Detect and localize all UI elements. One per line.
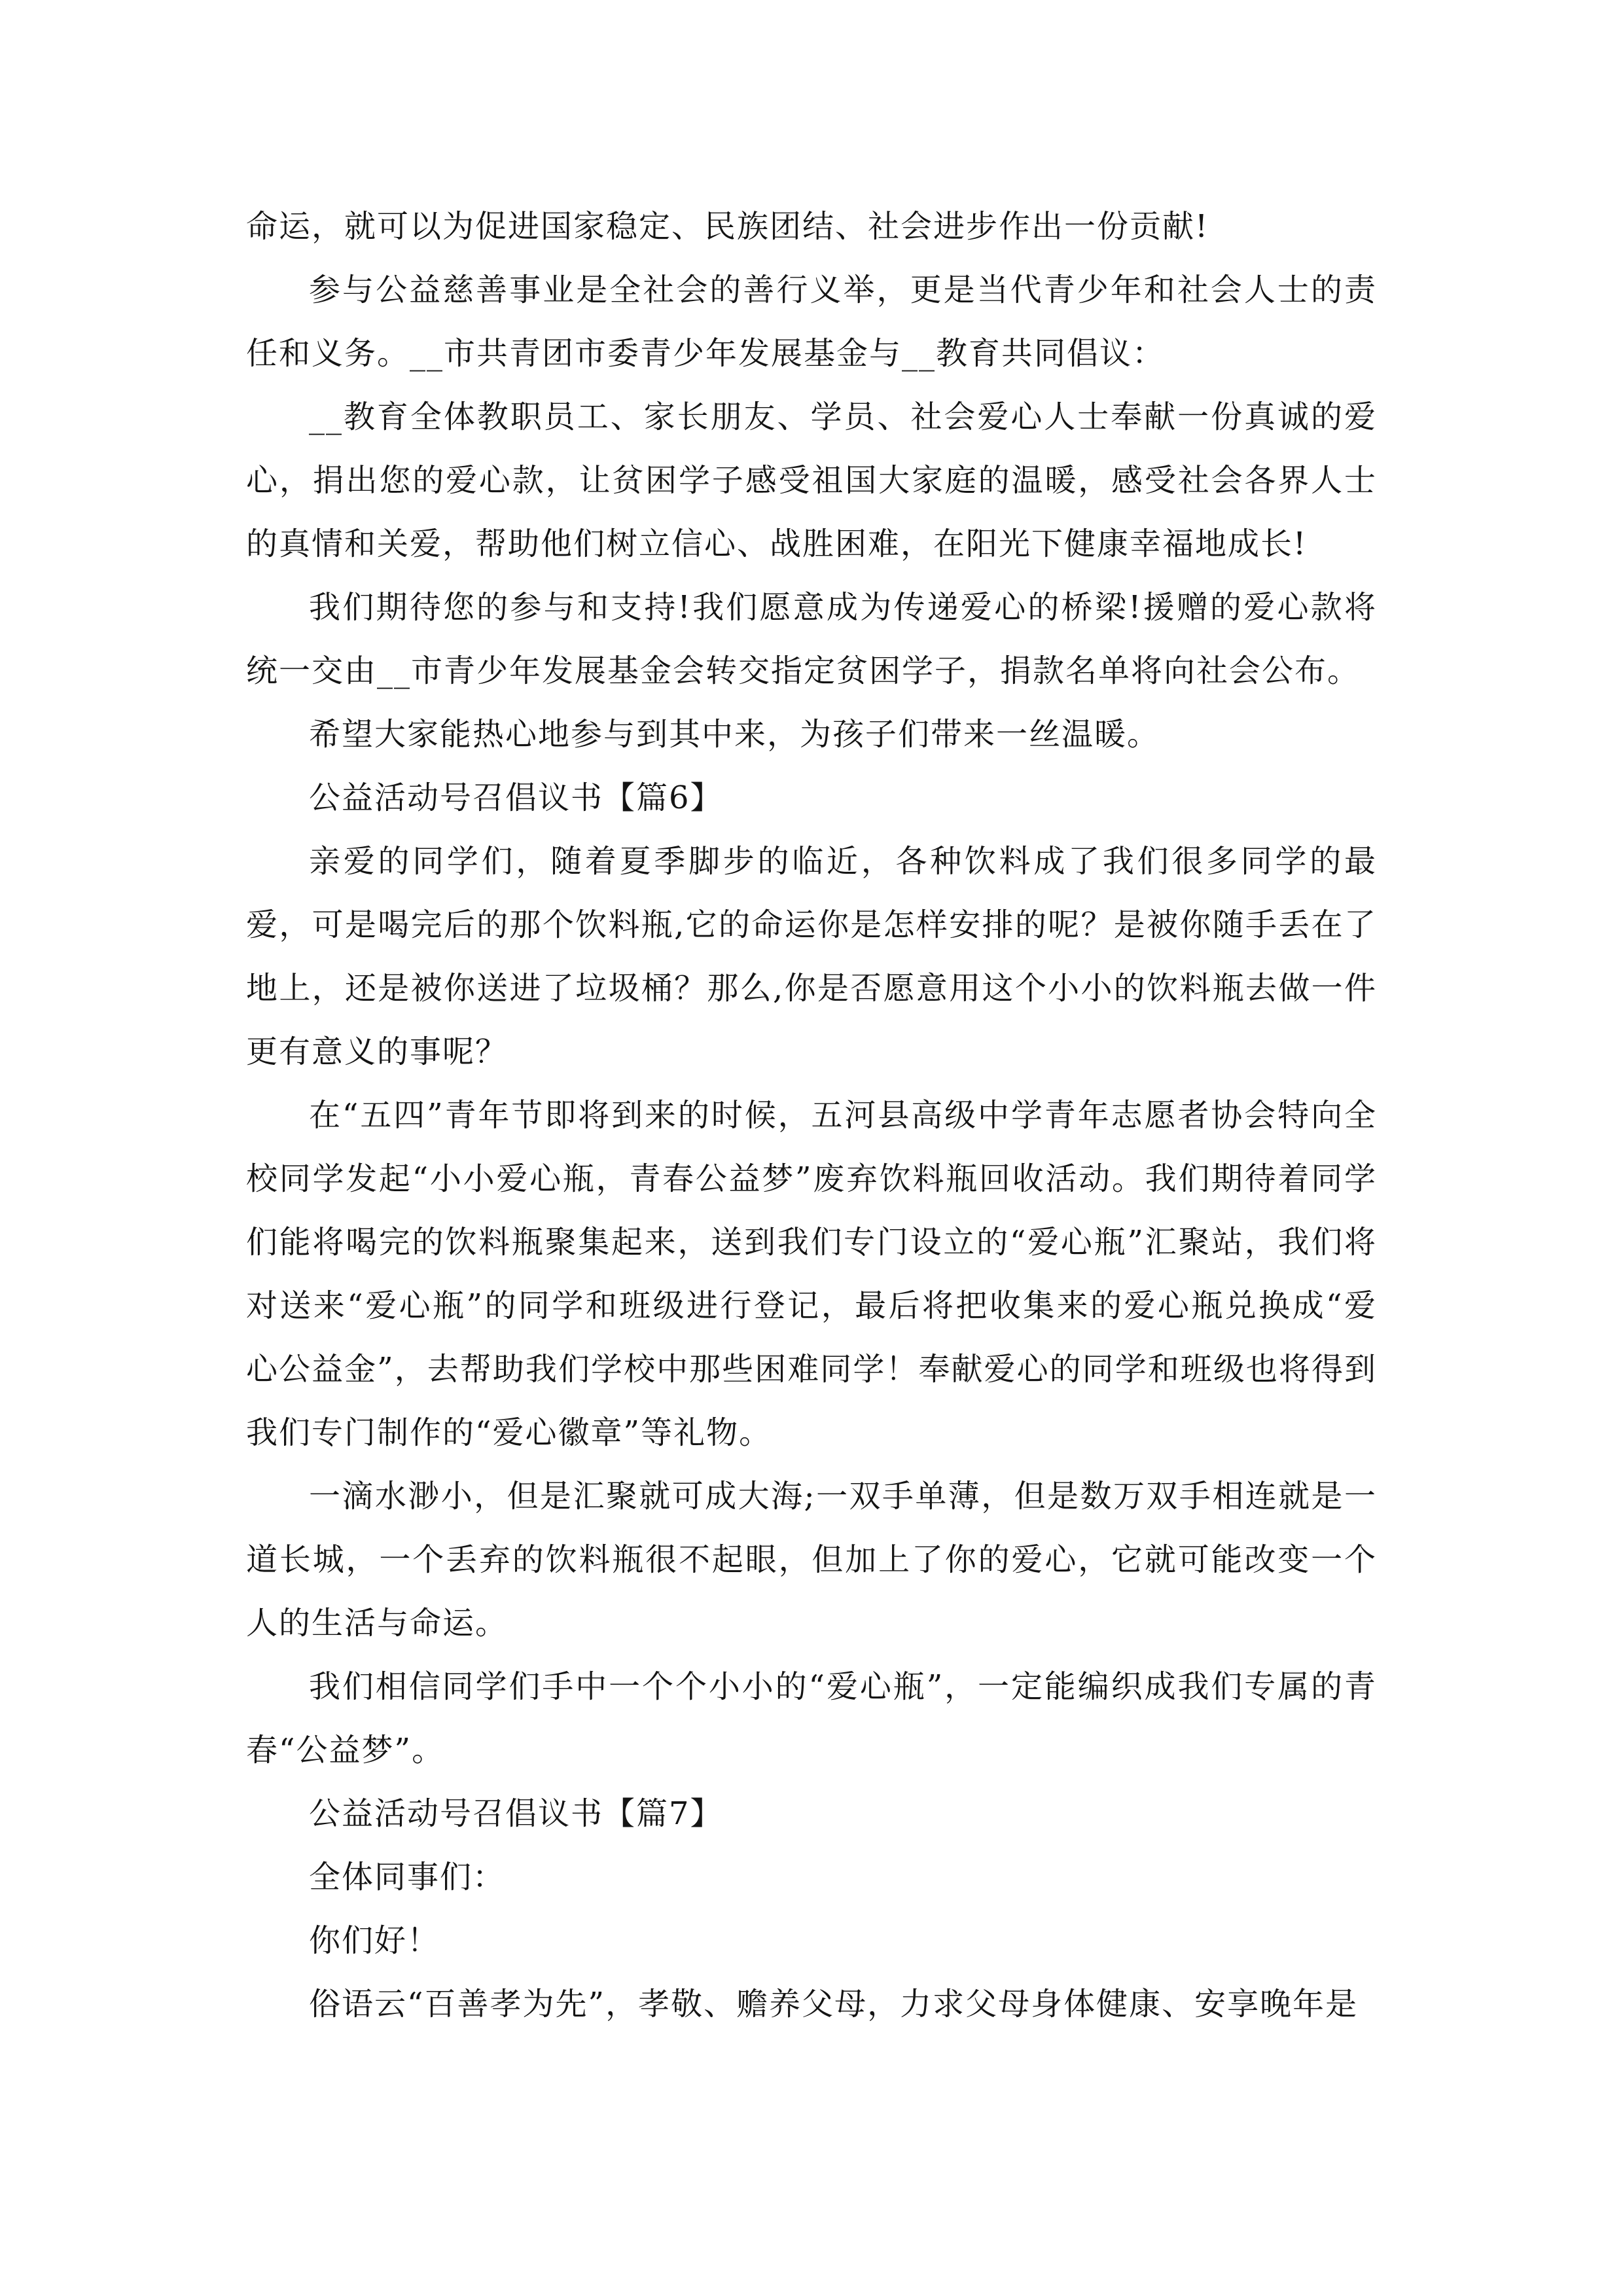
paragraph: 希望大家能热心地参与到其中来，为孩子们带来一丝温暖。: [309, 716, 1160, 753]
document-body: [246, 195, 1377, 2036]
paragraph: 参与公益慈善事业是全社会的善行义举，更是当代青少年和社会人士的责任和义务。__市共青团市委青少年发展基金与__教育共同倡议：: [246, 272, 1377, 372]
paragraph-continuation: 命运，就可以为促进国家稳定、民族团结、社会进步作出一份贡献!: [246, 208, 1209, 245]
section-heading: 公益活动号召倡议书【篇6】: [309, 780, 723, 816]
salutation: 全体同事们：: [309, 1859, 506, 1895]
section-heading: 公益活动号召倡议书【篇7】: [309, 1795, 723, 1832]
paragraph: 一滴水渺小，但是汇聚就可成大海;一双手单薄，但是数万双手相连就是一道长城，一个丢弃的饮料瓶很不起眼，但加上了你的爱心，它就可能改变一个人的生活与命运。: [246, 1478, 1377, 1641]
paragraph: 我们相信同学们手中一个个小小的“爱心瓶”，一定能编织成我们专属的青春“公益梦”。: [246, 1668, 1377, 1768]
paragraph: 亲爱的同学们，随着夏季脚步的临近，各种饮料成了我们很多同学的最爱，可是喝完后的那个饮料瓶,它的命运你是怎样安排的呢？是被你随手丢在了地上，还是被你送进了垃圾桶？那么,你是否愿意用这个小小的饮料瓶去做一件更有意义的事呢？: [246, 843, 1377, 1070]
greeting: 你们好！: [309, 1922, 440, 1959]
paragraph: 我们期待您的参与和支持!我们愿意成为传递爱心的桥梁!援赠的爱心款将统一交由__市青少年发展基金会转交指定贫困学子，捐款名单将向社会公布。: [246, 589, 1377, 689]
paragraph: __教育全体教职员工、家长朋友、学员、社会爱心人士奉献一份真诚的爱心，捐出您的爱心款，让贫困学子感受祖国大家庭的温暖，感受社会各界人士的真情和关爱，帮助他们树立信心、战胜困难，在阳光下健康幸福地成长!: [246, 399, 1377, 562]
paragraph: 俗语云“百善孝为先”，孝敬、赡养父母，力求父母身体健康、安享晚年是: [309, 1986, 1359, 2022]
paragraph: 在“五四”青年节即将到来的时候，五河县高级中学青年志愿者协会特向全校同学发起“小小爱心瓶，青春公益梦”废弃饮料瓶回收活动。我们期待着同学们能将喝完的饮料瓶聚集起来，送到我们专门设立的“爱心瓶”汇聚站，我们将对送来“爱心瓶”的同学和班级进行登记，最后将把收集来的爱心瓶兑换成“爱心公益金”，去帮助我们学校中那些困难同学！奉献爱心的同学和班级也将得到我们专门制作的“爱心徽章”等礼物。: [246, 1097, 1377, 1451]
